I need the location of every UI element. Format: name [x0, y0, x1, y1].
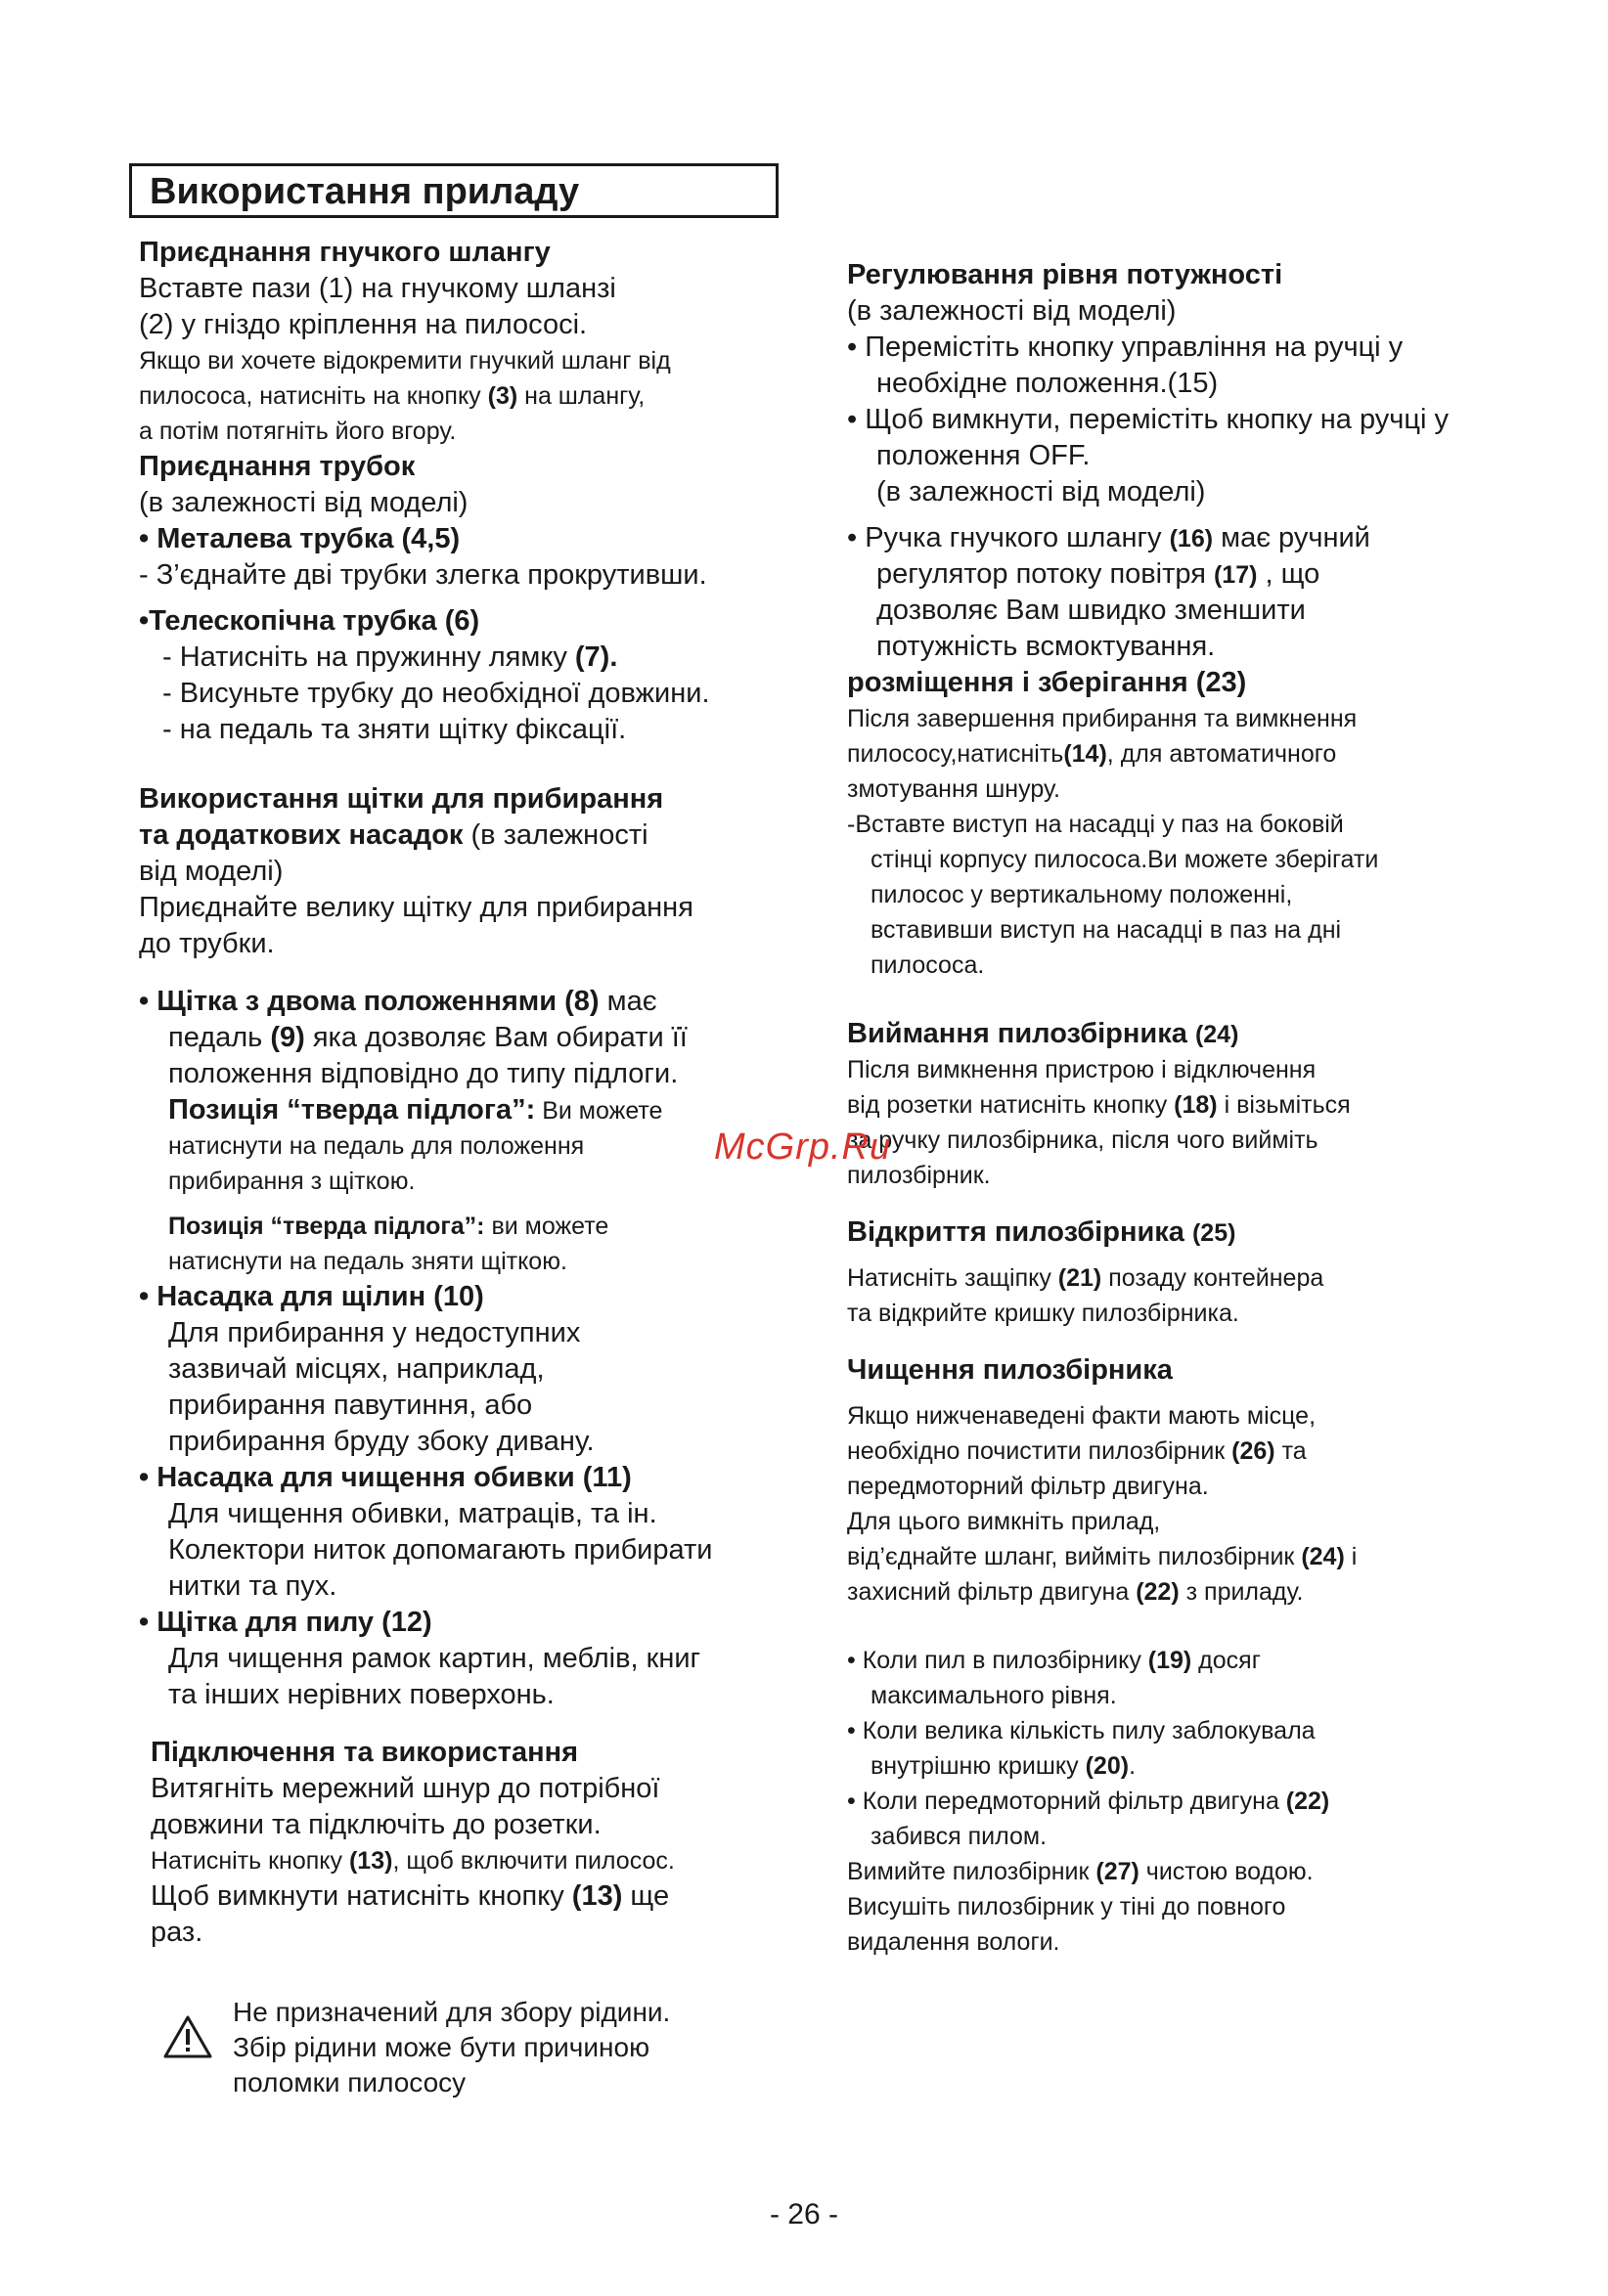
storage-line: Після завершення прибирання та вимкнення: [847, 705, 1358, 732]
hard-floor-position: Позиція “тверда підлога”: ви можете: [168, 1213, 609, 1240]
clean-condition: максимального рівня.: [871, 1682, 1117, 1709]
hard-floor-line: прибирання з щіткою.: [168, 1168, 416, 1195]
clean-condition: забився пилом.: [871, 1823, 1048, 1850]
clean-condition: • Коли пил в пилозбірнику (19) досяг: [847, 1647, 1261, 1674]
right-column: [847, 257, 1532, 1960]
liquid-warning: [162, 1995, 808, 2102]
remove-bin-heading: Виймання пилозбірника (24): [847, 1018, 1239, 1049]
wash-line: Висушіть пилозбірник у тіні до повного: [847, 1893, 1286, 1921]
clean-bin-line: Для цього вимкніть прилад,: [847, 1508, 1161, 1535]
warning-line: поломки пилососу: [233, 2067, 467, 2097]
storage-line: змотування шнуру.: [847, 775, 1060, 803]
connect-line: довжини та підключіть до розетки.: [151, 1809, 602, 1840]
crevice-tool-line: прибирання бруду збоку дивану.: [168, 1426, 595, 1457]
connect-line: Щоб вимкнути натисніть кнопку (13) ще: [151, 1880, 670, 1912]
hose-line: (2) у гніздо кріплення на пилососі.: [139, 309, 588, 340]
warning-line: Не призначений для збору рідини.: [233, 1997, 671, 2027]
telescopic-tube-line: - Висуньте трубку до необхідної довжини.: [162, 678, 710, 709]
crevice-tool-heading: • Насадка для щілин (10): [139, 1281, 484, 1312]
clean-bin-line: Якщо нижченаведені факти мають місце,: [847, 1402, 1317, 1430]
storage-heading: розміщення і зберігання (23): [847, 667, 1247, 698]
power-bullet: необхідне положення.(15): [876, 368, 1219, 399]
connect-heading: Підключення та використання: [151, 1737, 579, 1768]
page-number: - 26 -: [769, 2198, 839, 2230]
remove-bin-line: Після вимкнення пристрою і відключення: [847, 1056, 1317, 1083]
connect-line: Натисніть кнопку (13), щоб включити пилосос.: [151, 1847, 675, 1875]
clean-bin-line: від’єднайте шланг, вийміть пилозбірник (24) і: [847, 1543, 1358, 1570]
dust-brush-line: та інших нерівних поверхонь.: [168, 1679, 555, 1710]
warning-text: [233, 1995, 670, 2100]
hose-heading: Приєднання гнучкого шлангу: [139, 237, 551, 268]
clean-condition: • Коли велика кількість пилу заблокувала: [847, 1717, 1316, 1744]
brush-line: Приєднайте велику щітку для прибирання: [139, 892, 693, 923]
hose-handle-line: потужність всмоктування.: [876, 631, 1216, 662]
crevice-tool-line: зазвичай місцях, наприклад,: [168, 1353, 545, 1385]
power-bullet: • Щоб вимкнути, перемістіть кнопку на ручці у: [847, 404, 1450, 435]
clean-bin-line: передмоторний фільтр двигуна.: [847, 1473, 1209, 1500]
power-heading: Регулювання рівня потужності: [847, 259, 1283, 290]
hose-line: Якщо ви хочете відокремити гнучкий шланг від: [139, 347, 671, 375]
two-position-brush-line: педаль (9) яка дозволяє Вам обирати її: [168, 1022, 688, 1053]
crevice-tool-line: прибирання павутиння, або: [168, 1390, 533, 1421]
brush-heading: та додаткових насадок (в залежності: [139, 819, 648, 851]
power-bullet: (в залежності від моделі): [876, 476, 1206, 508]
hose-handle-line: • Ручка гнучкого шлангу (16) має ручний: [847, 522, 1370, 553]
storage-line: пилососа.: [871, 951, 985, 979]
clean-bin-line: необхідно почистити пилозбірник (26) та: [847, 1437, 1307, 1465]
hose-line: а потім потягніть його вгору.: [139, 418, 457, 445]
remove-bin-line: від розетки натисніть кнопку (18) і візьміться: [847, 1091, 1351, 1119]
connect-line: раз.: [151, 1917, 203, 1948]
tubes-heading: Приєднання трубок: [139, 451, 416, 482]
storage-line: -Вставте виступ на насадці у паз на боковій: [847, 811, 1344, 838]
upholstery-tool-heading: • Насадка для чищення обивки (11): [139, 1462, 632, 1493]
telescopic-tube-line: - Натисніть на пружинну лямку (7).: [162, 641, 618, 673]
warning-line: Збір рідини може бути причиною: [233, 2032, 650, 2062]
storage-line: вставивши виступ на насадці в паз на дні: [871, 916, 1342, 944]
remove-bin-line: пилозбірник.: [847, 1162, 991, 1189]
open-bin-line: Натисніть защіпку (21) позаду контейнера: [847, 1264, 1324, 1292]
open-bin-line: та відкрийте кришку пилозбірника.: [847, 1300, 1239, 1327]
dust-brush-heading: • Щітка для пилу (12): [139, 1607, 432, 1638]
metal-tube-line: - З’єднайте дві трубки злегка прокрутивши.: [139, 559, 707, 591]
storage-line: стінці корпусу пилососа.Ви можете зберігати: [871, 846, 1379, 873]
wash-line: Вимийте пилозбірник (27) чистою водою.: [847, 1858, 1314, 1885]
telescopic-tube-heading: •Телескопічна трубка (6): [139, 605, 480, 637]
hose-line: пилососа, натисніть на кнопку (3) на шлангу,: [139, 382, 646, 410]
power-bullet: • Перемістіть кнопку управління на ручці у: [847, 331, 1404, 363]
hard-floor-position: Позиція “тверда підлога”: Ви можете: [168, 1094, 663, 1126]
storage-line: пилосос у вертикальному положенні,: [871, 881, 1293, 908]
telescopic-tube-line: - на педаль та зняти щітку фіксації.: [162, 714, 627, 745]
power-bullet: положення OFF.: [876, 440, 1091, 471]
hose-handle-line: дозволяє Вам швидко зменшити: [876, 595, 1306, 626]
metal-tube-heading: • Металева трубка (4,5): [139, 523, 461, 554]
clean-condition: • Коли передмоторний фільтр двигуна (22): [847, 1788, 1330, 1815]
clean-bin-line: захисний фільтр двигуна (22) з приладу.: [847, 1578, 1304, 1606]
dust-brush-line: Для чищення рамок картин, меблів, книг: [168, 1643, 701, 1674]
storage-line: пилососу,натисніть(14), для автоматичного: [847, 740, 1337, 768]
hose-line: Вставте пази (1) на гнучкому шланзі: [139, 273, 616, 304]
power-model-note: (в залежності від моделі): [847, 295, 1177, 327]
remove-bin-line: за ручку пилозбірника, після чого вийміть: [847, 1126, 1318, 1154]
warning-icon: [162, 2014, 213, 2059]
upholstery-tool-line: Для чищення обивки, матраців, та ін.: [168, 1498, 657, 1529]
left-column: [139, 235, 814, 1951]
upholstery-tool-line: Колектори ниток допомагають прибирати: [168, 1534, 713, 1566]
brush-line: до трубки.: [139, 928, 275, 959]
watermark: McGrp.Ru: [714, 1126, 892, 1168]
upholstery-tool-line: нитки та пух.: [168, 1570, 337, 1602]
hard-floor-line: натиснути на педаль зняти щіткою.: [168, 1248, 567, 1275]
wash-line: видалення вологи.: [847, 1928, 1060, 1956]
tubes-model-note: (в залежності від моделі): [139, 487, 469, 518]
brush-heading: Використання щітки для прибирання: [139, 783, 664, 815]
clean-condition: внутрішню кришку (20).: [871, 1752, 1137, 1780]
crevice-tool-line: Для прибирання у недоступних: [168, 1317, 581, 1348]
section-title-box: [129, 163, 779, 218]
two-position-brush-heading: • Щітка з двома положеннями (8) має: [139, 986, 657, 1017]
two-position-brush-line: положення відповідно до типу підлоги.: [168, 1058, 679, 1089]
hose-handle-line: регулятор потоку повітря (17) , що: [876, 558, 1320, 590]
brush-line: від моделі): [139, 856, 284, 887]
open-bin-heading: Відкриття пилозбірника (25): [847, 1216, 1236, 1248]
clean-bin-heading: Чищення пилозбірника: [847, 1354, 1173, 1386]
hard-floor-line: натиснути на педаль для положення: [168, 1132, 585, 1160]
connect-line: Витягніть мережний шнур до потрібної: [151, 1773, 660, 1804]
section-title: Використання приладу: [150, 171, 580, 212]
